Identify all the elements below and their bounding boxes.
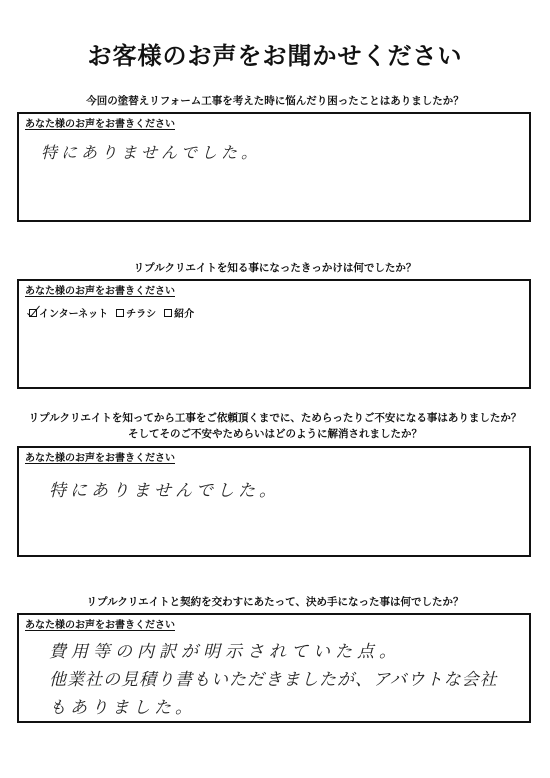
question-3 <box>0 410 550 442</box>
question-3-line-2: そしてそのご不安やためらいはどのように解消されましたか？ <box>128 428 422 440</box>
handwritten-answer-1: 特にありませんでした。 <box>41 143 262 162</box>
source-options <box>29 305 194 320</box>
option-referral[interactable] <box>164 305 194 320</box>
question-4-line: リプルクリエイトと契約を交わすにあたって、決め手になった事は何でしたか？ <box>86 596 464 608</box>
handwritten-answer-4-line-2: 他業社の見積り書もいただきましたが、アバウトな会社 <box>49 670 498 690</box>
option-label: チラシ <box>126 309 157 320</box>
question-4 <box>0 594 550 610</box>
handwritten-answer-4-line-3: もありました。 <box>49 698 196 718</box>
answer-box-label: あなた様のお声をお書きください <box>25 620 175 631</box>
question-3-line-1: リプルクリエイトを知ってから工事をご依頼頂くまでに、ためらったりご不安になる事はありましたか？ <box>28 412 522 424</box>
option-label: インターネット <box>39 309 109 320</box>
page-title: お客様のお声をお聞かせください <box>87 41 463 70</box>
checkbox-icon[interactable] <box>164 309 172 317</box>
answer-box-label: あなた様のお声をお書きください <box>25 119 175 130</box>
answer-box-label: あなた様のお声をお書きください <box>25 453 175 464</box>
handwritten-answer-4-line-1: 費用等の内訳が明示されていた点。 <box>49 642 401 662</box>
option-flyer[interactable] <box>116 305 156 320</box>
answer-box-label: あなた様のお声をお書きください <box>25 286 175 297</box>
answer-box-1 <box>17 112 531 222</box>
answer-box-2 <box>17 279 531 389</box>
question-2-line: リプルクリエイトを知る事になったきっかけは何でしたか？ <box>133 262 417 274</box>
checkbox-icon[interactable] <box>116 309 124 317</box>
option-label: 紹介 <box>174 309 195 320</box>
question-2 <box>0 260 550 276</box>
answer-box-4 <box>17 613 531 723</box>
handwritten-answer-3: 特にありませんでした。 <box>49 481 280 501</box>
option-internet[interactable] <box>29 305 108 320</box>
question-1 <box>0 93 550 109</box>
checkbox-checked-icon[interactable] <box>29 309 37 317</box>
answer-box-3 <box>17 446 531 557</box>
question-1-line: 今回の塗替えリフォーム工事を考えた時に悩んだり困ったことはありましたか？ <box>86 95 464 107</box>
